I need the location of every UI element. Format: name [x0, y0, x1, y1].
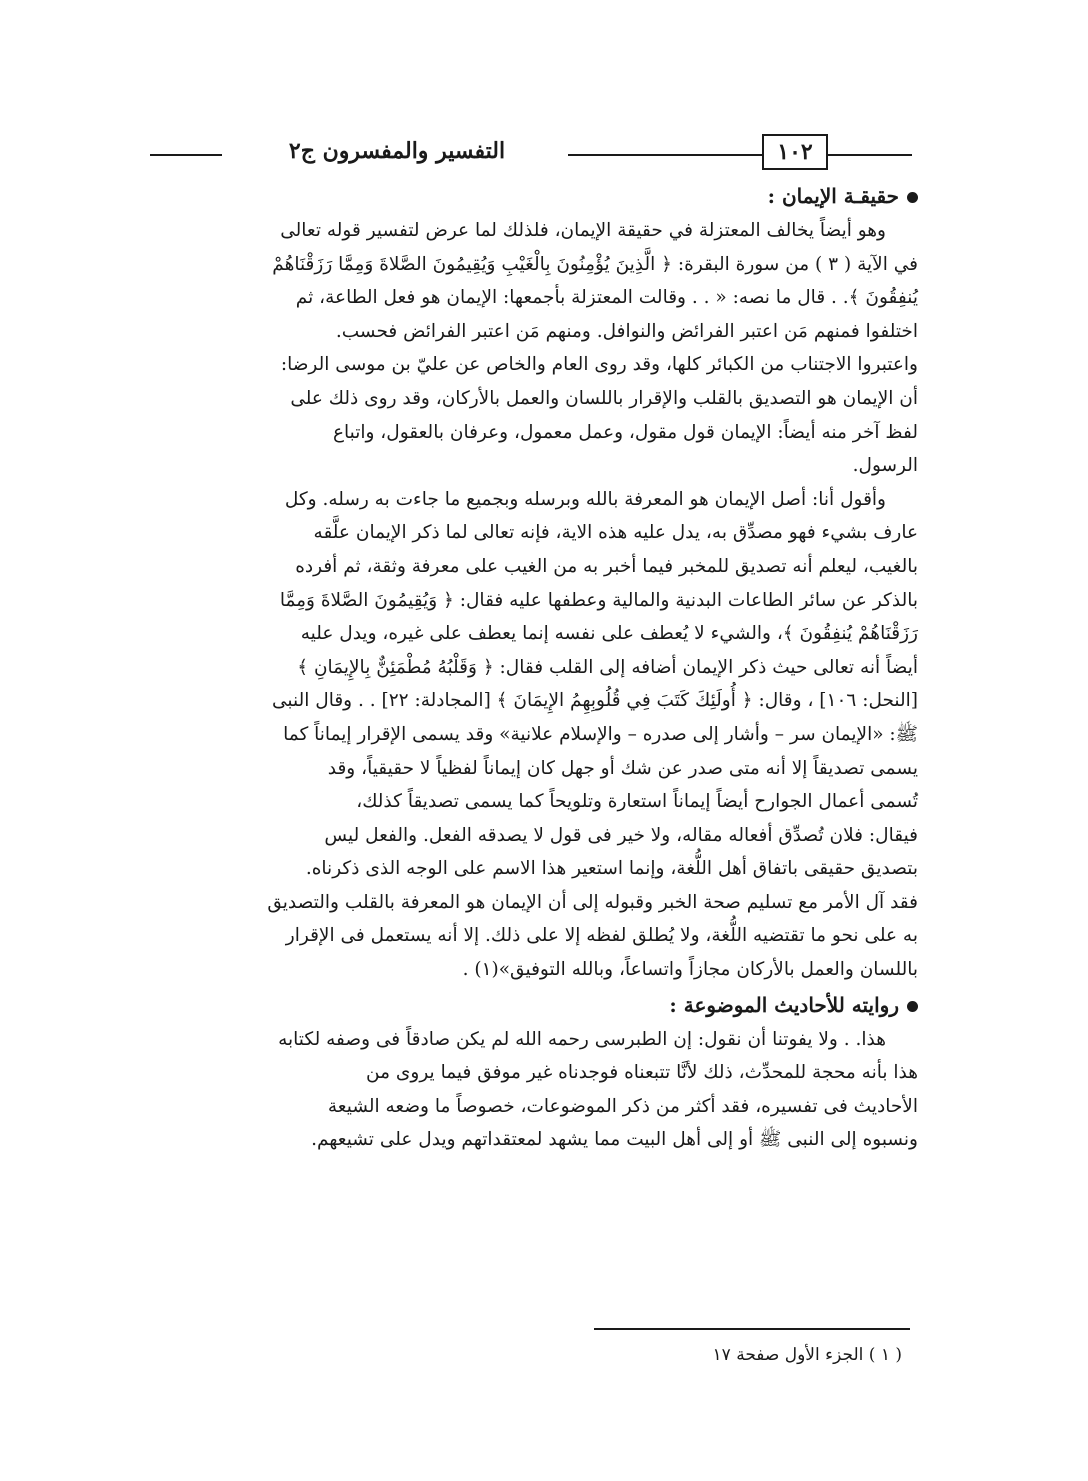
paragraph: [150, 214, 918, 483]
text-line: فيقال: فلان تُصدِّق أفعاله مقاله، ولا خير فى قول لا يصدقه الفعل. والفعل ليس: [324, 824, 918, 846]
text-line: تُسمى أعمال الجوارح أيضاً إيماناً استعارة وتلويحاً كما يسمى تصديقاً كذلك،: [356, 791, 918, 813]
header-rule-left: [150, 154, 222, 156]
section-heading-text: روايته للأحاديث الموضوعة :: [669, 992, 899, 1017]
footnote: ( ١ ) الجزء الأول صفحة ١٧: [712, 1345, 902, 1365]
header-title: التفسير والمفسرون ج٢: [288, 138, 506, 164]
text-line: رَزَقْنَاهُمْ يُنفِقُونَ ﴾، والشيء لا يُعطف على نفسه إنما يعطف على غيره، ويدل عليه: [300, 623, 918, 645]
text-line: ونسبوه إلى النبى ﷺ أو إلى أهل البيت مما يشهد لمعتقداتهم ويدل على تشيعهم.: [311, 1129, 918, 1151]
text-line: هذا بأنه محجة للمحدِّث، ذلك لأنَّا تتبعناه فوجدناه غير موفق فيما يروى من: [366, 1062, 918, 1084]
text-line: ﷺ: «الإيمان سر – وأشار إلى صدره – والإسلام علانية» وقد يسمى الإقرار إيماناً كما: [283, 723, 918, 745]
text-line: الأحاديث فى تفسيره، فقد أكثر من ذكر الموضوعات، خصوصاً ما وضعه الشيعة: [327, 1095, 918, 1117]
section-heading-text: حقيقـة الإيمان :: [767, 184, 899, 208]
text-line: بالذكر عن سائر الطاعات البدنية والمالية وعطفها عليه فقال: ﴿ وَيُقِيمُونَ الصَّلاةَ وَمِمَّا: [279, 589, 918, 611]
paragraph: [150, 483, 918, 987]
text-line: وهو أيضاً يخالف المعتزلة في حقيقة الإيمان، فلذلك لما عرض لتفسير قوله تعالى: [280, 220, 886, 241]
text-line: هذا. . ولا يفوتنا أن نقول: إن الطبرسى رحمه الله لم يكن صادقاً فى وصفه لكتابه: [278, 1028, 886, 1050]
text-line: بالغيب، ليعلم أنه تصديق للمخبر فيما أخبر به من الغيب على معرفة وثقة، ثم أفرده: [295, 555, 918, 577]
running-header: [150, 134, 920, 174]
section-heading-hadith: [150, 987, 918, 1023]
paragraph: [150, 1023, 918, 1157]
page-body: [150, 178, 918, 1157]
bullet-icon: [907, 192, 918, 203]
bullet-icon: [907, 1001, 918, 1012]
text-line: اختلفوا فمنهم مَن اعتبر الفرائض والنوافل. ومنهم مَن اعتبر الفرائض فحسب.: [335, 320, 918, 342]
text-line: بتصديق حقيقى باتفاق أهل اللُّغة، وإنما استعير هذا الاسم على الوجه الذى ذكرناه.: [305, 858, 918, 880]
section-heading-iman: [150, 178, 918, 214]
page-number: ١٠٢: [762, 134, 828, 170]
text-line: يسمى تصديقاً إلا أنه متى صدر عن شك أو جهل كان إيماناً لفظياً لا حقيقياً، وقد: [327, 757, 918, 779]
footnote-separator: [594, 1328, 910, 1330]
text-line: لفظ آخر منه أيضاً: الإيمان قول مقول، وعمل معمول، وعرفان بالعقول، واتباع: [332, 421, 918, 443]
text-line: يُنفِقُونَ ﴾. . قال ما نصه: « . . وقالت المعتزلة بأجمعها: الإيمان هو فعل الطاعة، ثم: [295, 287, 918, 309]
text-line: الرسول.: [852, 455, 918, 477]
text-line: عارف بشيء فهو مصدِّق به، يدل عليه هذه الاية، فإنه تعالى لما ذكر الإيمان علَّقه: [313, 522, 918, 544]
text-line: أن الإيمان هو التصديق بالقلب والإقرار باللسان والعمل بالأركان، وقد روى ذلك على: [290, 387, 918, 409]
text-line: أيضاً أنه تعالى حيث ذكر الإيمان أضافه إلى القلب فقال: ﴿ وَقَلْبُهُ مُطْمَئِنٌّ بِالإِيمَانِ ﴾: [297, 656, 918, 678]
text-line: فقد آل الأمر مع تسليم صحة الخبر وقبوله إلى أن الإيمان هو المعرفة بالقلب والتصديق: [267, 891, 918, 913]
text-line: باللسان والعمل بالأركان مجازاً واتساعاً، وبالله التوفيق»(١) .: [462, 959, 918, 981]
text-line: [النحل: ١٠٦] ، وقال: ﴿ أُولَئِكَ كَتَبَ فِي قُلُوبِهِمُ الإِيمَانَ ﴾ [المجادلة: ٢٢] . . وقال النبى: [272, 690, 918, 712]
text-line: واعتبروا الاجتناب من الكبائر كلها، وقد روى العام والخاص عن عليّ بن موسى الرضا:: [280, 354, 918, 376]
header-rule-middle: [568, 154, 912, 156]
text-line: به على نحو ما تقتضيه اللُّغة، ولا يُطلق لفظه إلا على ذلك. إلا أنه يستعمل فى الإقرار: [285, 925, 918, 947]
text-line: وأقول أنا: أصل الإيمان هو المعرفة بالله وبرسله وبجميع ما جاءت به رسله. وكل: [284, 488, 886, 510]
text-line: في الآية ( ٣ ) من سورة البقرة: ﴿ الَّذِينَ يُؤْمِنُونَ بِالْغَيْبِ وَيُقِيمُونَ الصَّلاةَ وَمِمَّا رَزَقْنَاهُمْ: [272, 253, 918, 275]
